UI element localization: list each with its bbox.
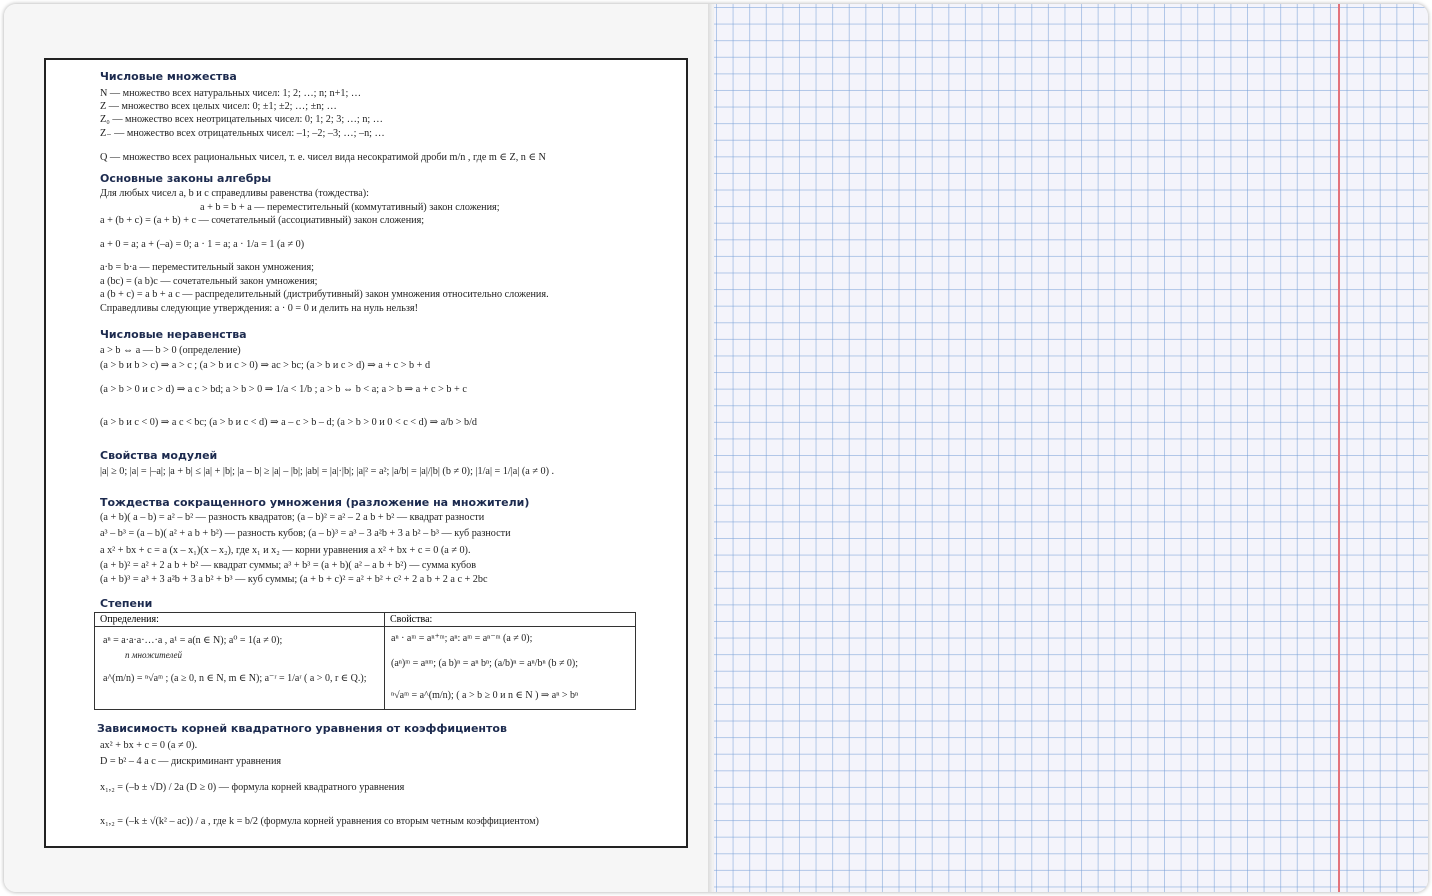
table-cell: n множителей [125, 650, 183, 660]
text-line: Z₀ — множество всех неотрицательных чисел: 0; 1; 2; 3; …; n; … [100, 114, 383, 125]
powers-table [94, 612, 636, 710]
left-page [4, 4, 710, 892]
text-line: Для любых чисел a, b и c справедливы равенства (тождества): [100, 188, 369, 199]
section-heading: Свойства модулей [100, 449, 218, 462]
right-page-grid [714, 4, 1428, 892]
section-heading: Степени [100, 597, 153, 610]
section-heading: Тождества сокращенного умножения (разложение на множители) [100, 496, 530, 509]
text-line: a (bc) = (a b)c — сочетательный закон умножения; [100, 276, 318, 287]
section-heading: Основные законы алгебры [100, 172, 272, 185]
text-line: a > b ⇔ a — b > 0 (определение) [100, 345, 241, 356]
text-line: (a > b и c < 0) ⇒ a c < bc; (a > b и c < d) ⇒ a – c > b – d; (a > b > 0 и 0 < c < d) ⇒ a/b > b/d [100, 417, 478, 428]
text-line: x₁,₂ = (–b ± √D) / 2a (D ≥ 0) — формула корней квадратного уравнения [100, 782, 405, 793]
text-line: a³ – b³ = (a – b)( a² + a b + b²) — разность кубов; (a – b)³ = a³ – 3 a²b + 3 a b² – b³ — куб разности [100, 528, 511, 539]
section-heading: Зависимость корней квадратного уравнения от коэффициентов [97, 722, 507, 735]
text-line: N — множество всех натуральных чисел: 1; 2; …; n; n+1; … [100, 88, 362, 99]
formula-sheet [44, 58, 688, 848]
text-line: x₁,₂ = (–k ± √(k² – ac)) / a , где k = b/2 (формула корней уравнения со вторым четным коэффициентом) [100, 816, 539, 827]
table-cell: aⁿ = a·a·a·…·a , a¹ = a(n ∈ N); a⁰ = 1(a ≠ 0); [103, 635, 283, 646]
table-divider [384, 613, 385, 709]
table-header-definitions: Определения: [95, 613, 384, 627]
table-cell: a^(m/n) = ⁿ√aᵐ ; (a ≥ 0, n ∈ N, m ∈ N); a⁻ʳ = 1/aʳ ( a > 0, r ∈ Q.); [103, 673, 367, 684]
notebook-spread [4, 4, 1428, 892]
text-line: ax² + bx + c = 0 (a ≠ 0). [100, 740, 198, 751]
text-line: (a + b)² = a² + 2 a b + b² — квадрат суммы; a³ + b³ = (a + b)( a² – a b + b²) — сумма кубов [100, 560, 477, 571]
text-line: (a > b и b > c) ⇒ a > c ; (a > b и c > 0) ⇒ ac > bc; (a > b и c > d) ⇒ a + c > b + d [100, 360, 431, 371]
table-cell: aⁿ · aᵐ = aⁿ⁺ᵐ; aⁿ: aᵐ = aⁿ⁻ᵐ (a ≠ 0); [391, 633, 533, 644]
section-heading: Числовые множества [100, 70, 237, 83]
margin-line [1338, 4, 1340, 892]
text-line: a (b + c) = a b + a c — распределительный (дистрибутивный) закон умножения относительно сложения. [100, 289, 549, 300]
text-line: (a + b)( a – b) = a² – b² — разность квадратов; (a – b)² = a² – 2 a b + b² — квадрат разности [100, 512, 485, 523]
text-line: a + 0 = a; a + (–a) = 0; a · 1 = a; a · 1/a = 1 (a ≠ 0) [100, 239, 305, 250]
text-line: (a + b)³ = a³ + 3 a²b + 3 a b² + b³ — куб суммы; (a + b + c)² = a² + b² + c² + 2 a b + 2 a c + 2bc [100, 574, 488, 585]
text-line: (a > b > 0 и c > d) ⇒ a c > bd; a > b > 0 ⇒ 1/a < 1/b ; a > b ⇔ b < a; a > b ⇒ a + c > b + c [100, 384, 467, 395]
text-line: |a| ≥ 0; |a| = |–a|; |a + b| ≤ |a| + |b|; |a – b| ≥ |a| – |b|; |ab| = |a|·|b|; |a|² = a²; |a/b| = |a|/|b| (b ≠ 0); |1/a| = 1/|a| (a ≠ 0) . [100, 466, 555, 477]
table-cell: ⁿ√aᵐ = a^(m/n); ( a > b ≥ 0 и n ∈ N ) ⇒ aⁿ > bⁿ [391, 690, 579, 701]
text-line: D = b² – 4 a c — дискриминант уравнения [100, 756, 282, 767]
section-heading: Числовые неравенства [100, 328, 247, 341]
table-header-properties: Свойства: [384, 613, 635, 627]
text-line: a + (b + c) = (a + b) + c — сочетательный (ассоциативный) закон сложения; [100, 215, 425, 226]
text-line: Z₋ — множество всех отрицательных чисел: –1; –2; –3; …; –n; … [100, 128, 385, 139]
text-line: a x² + bx + c = a (x – x₁)(x – x₂), где x₁ и x₂ — корни уравнения a x² + bx + c = 0 (a ≠ 0). [100, 545, 471, 556]
text-line: a·b = b·a — переместительный закон умножения; [100, 262, 314, 273]
table-cell: (aⁿ)ᵐ = aⁿᵐ; (a b)ⁿ = aⁿ bⁿ; (a/b)ⁿ = aⁿ/bⁿ (b ≠ 0); [391, 658, 579, 669]
text-line: Q — множество всех рациональных чисел, т. е. чисел вида несократимой дроби m/n , где m ∈ Z, n ∈ N [100, 152, 546, 163]
text-line: Справедливы следующие утверждения: a · 0 = 0 и делить на нуль нельзя! [100, 303, 418, 314]
text-line: a + b = b + a — переместительный (коммутативный) закон сложения; [200, 202, 500, 213]
text-line: Z — множество всех целых чисел: 0; ±1; ±2; …; ±n; … [100, 101, 337, 112]
